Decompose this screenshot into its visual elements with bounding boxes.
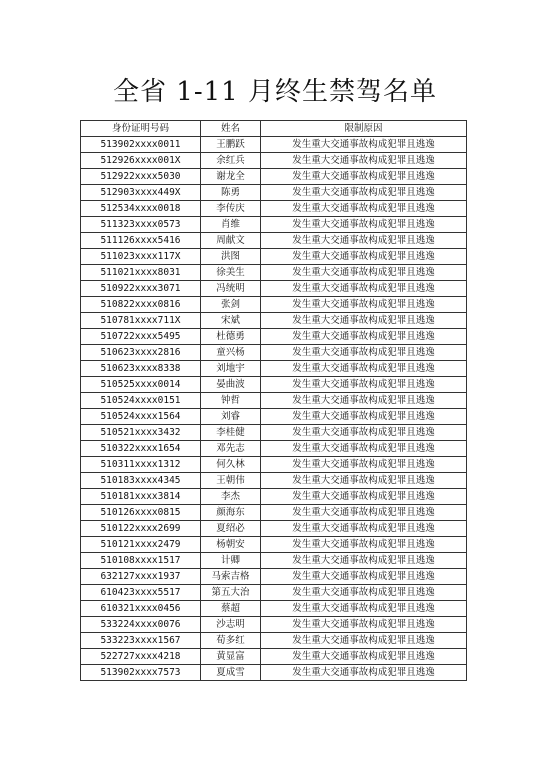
table-row [81,537,467,553]
cell-name: 刘地宇 [201,361,261,377]
cell-reason: 发生重大交通事故构成犯罪且逃逸 [261,601,467,617]
cell-reason: 发生重大交通事故构成犯罪且逃逸 [261,201,467,217]
cell-reason: 发生重大交通事故构成犯罪且逃逸 [261,297,467,313]
cell-reason: 发生重大交通事故构成犯罪且逃逸 [261,345,467,361]
cell-id-number: 510311xxxx1312 [81,457,201,473]
cell-name: 夏成雪 [201,665,261,681]
table-row [81,377,467,393]
cell-reason: 发生重大交通事故构成犯罪且逃逸 [261,489,467,505]
table-row [81,425,467,441]
cell-id-number: 510181xxxx3814 [81,489,201,505]
table-row [81,169,467,185]
cell-id-number: 510122xxxx2699 [81,521,201,537]
table-row [81,617,467,633]
cell-id-number: 510922xxxx3071 [81,281,201,297]
cell-reason: 发生重大交通事故构成犯罪且逃逸 [261,249,467,265]
column-header-id: 身份证明号码 [81,121,201,137]
cell-name: 夏绍必 [201,521,261,537]
cell-id-number: 610423xxxx5517 [81,585,201,601]
cell-reason: 发生重大交通事故构成犯罪且逃逸 [261,585,467,601]
cell-reason: 发生重大交通事故构成犯罪且逃逸 [261,233,467,249]
cell-name: 徐美生 [201,265,261,281]
column-header-reason: 限制原因 [261,121,467,137]
cell-name: 张剑 [201,297,261,313]
cell-name: 杨朝安 [201,537,261,553]
cell-id-number: 510623xxxx2816 [81,345,201,361]
cell-id-number: 533224xxxx0076 [81,617,201,633]
cell-id-number: 510322xxxx1654 [81,441,201,457]
table-row [81,185,467,201]
table-row [81,441,467,457]
cell-name: 周献文 [201,233,261,249]
cell-reason: 发生重大交通事故构成犯罪且逃逸 [261,361,467,377]
table-row [81,665,467,681]
cell-reason: 发生重大交通事故构成犯罪且逃逸 [261,425,467,441]
cell-reason: 发生重大交通事故构成犯罪且逃逸 [261,137,467,153]
table-row [81,265,467,281]
cell-reason: 发生重大交通事故构成犯罪且逃逸 [261,473,467,489]
cell-id-number: 510822xxxx0816 [81,297,201,313]
cell-reason: 发生重大交通事故构成犯罪且逃逸 [261,441,467,457]
cell-reason: 发生重大交通事故构成犯罪且逃逸 [261,217,467,233]
cell-id-number: 510524xxxx0151 [81,393,201,409]
cell-name: 颜海东 [201,505,261,521]
cell-id-number: 610321xxxx0456 [81,601,201,617]
cell-name: 计卿 [201,553,261,569]
cell-name: 蔡超 [201,601,261,617]
cell-id-number: 510722xxxx5495 [81,329,201,345]
cell-reason: 发生重大交通事故构成犯罪且逃逸 [261,153,467,169]
table-row [81,361,467,377]
cell-reason: 发生重大交通事故构成犯罪且逃逸 [261,409,467,425]
cell-id-number: 512922xxxx5030 [81,169,201,185]
cell-reason: 发生重大交通事故构成犯罪且逃逸 [261,281,467,297]
table-body [81,137,467,681]
table-row [81,633,467,649]
cell-name: 何久林 [201,457,261,473]
cell-name: 李桂健 [201,425,261,441]
cell-reason: 发生重大交通事故构成犯罪且逃逸 [261,537,467,553]
cell-name: 谢龙全 [201,169,261,185]
table-row [81,217,467,233]
cell-name: 晏曲波 [201,377,261,393]
cell-name: 宋斌 [201,313,261,329]
cell-id-number: 632127xxxx1937 [81,569,201,585]
cell-reason: 发生重大交通事故构成犯罪且逃逸 [261,265,467,281]
cell-id-number: 513902xxxx0011 [81,137,201,153]
cell-id-number: 510525xxxx0014 [81,377,201,393]
table-row [81,153,467,169]
cell-name: 洪图 [201,249,261,265]
column-header-name: 姓名 [201,121,261,137]
cell-reason: 发生重大交通事故构成犯罪且逃逸 [261,665,467,681]
cell-reason: 发生重大交通事故构成犯罪且逃逸 [261,169,467,185]
table-row [81,249,467,265]
cell-name: 王朝伟 [201,473,261,489]
cell-reason: 发生重大交通事故构成犯罪且逃逸 [261,505,467,521]
cell-id-number: 510521xxxx3432 [81,425,201,441]
table-row [81,505,467,521]
driving-ban-table [80,120,467,681]
table-row [81,393,467,409]
cell-id-number: 510121xxxx2479 [81,537,201,553]
table-row [81,297,467,313]
table-row [81,553,467,569]
cell-reason: 发生重大交通事故构成犯罪且逃逸 [261,377,467,393]
cell-name: 童兴杨 [201,345,261,361]
table-row [81,409,467,425]
cell-id-number: 510524xxxx1564 [81,409,201,425]
cell-reason: 发生重大交通事故构成犯罪且逃逸 [261,329,467,345]
cell-name: 冯统明 [201,281,261,297]
cell-name: 王鹏跃 [201,137,261,153]
cell-id-number: 512903xxxx449X [81,185,201,201]
table-row [81,649,467,665]
cell-name: 钟哲 [201,393,261,409]
cell-id-number: 512534xxxx0018 [81,201,201,217]
cell-id-number: 512926xxxx001X [81,153,201,169]
cell-name: 黄显富 [201,649,261,665]
table-row [81,233,467,249]
table-row [81,201,467,217]
table-row [81,489,467,505]
table-row [81,457,467,473]
cell-id-number: 511323xxxx0573 [81,217,201,233]
table-row [81,585,467,601]
cell-id-number: 510183xxxx4345 [81,473,201,489]
cell-id-number: 533223xxxx1567 [81,633,201,649]
cell-name: 李传庆 [201,201,261,217]
table-row [81,473,467,489]
table-row [81,137,467,153]
cell-id-number: 510126xxxx0815 [81,505,201,521]
cell-reason: 发生重大交通事故构成犯罪且逃逸 [261,521,467,537]
cell-id-number: 513902xxxx7573 [81,665,201,681]
cell-id-number: 511126xxxx5416 [81,233,201,249]
cell-reason: 发生重大交通事故构成犯罪且逃逸 [261,569,467,585]
cell-reason: 发生重大交通事故构成犯罪且逃逸 [261,649,467,665]
cell-reason: 发生重大交通事故构成犯罪且逃逸 [261,633,467,649]
cell-id-number: 510781xxxx711X [81,313,201,329]
cell-name: 李杰 [201,489,261,505]
cell-id-number: 510108xxxx1517 [81,553,201,569]
cell-name: 杜德勇 [201,329,261,345]
table-row [81,313,467,329]
cell-reason: 发生重大交通事故构成犯罪且逃逸 [261,457,467,473]
page-title: 全省 1-11 月终生禁驾名单 [113,77,437,107]
cell-name: 陈勇 [201,185,261,201]
table-row [81,601,467,617]
cell-id-number: 511021xxxx8031 [81,265,201,281]
cell-reason: 发生重大交通事故构成犯罪且逃逸 [261,553,467,569]
cell-reason: 发生重大交通事故构成犯罪且逃逸 [261,185,467,201]
table-row [81,345,467,361]
cell-name: 第五大治 [201,585,261,601]
table-row [81,569,467,585]
table-header-row [81,121,467,137]
cell-name: 荀多红 [201,633,261,649]
table-row [81,281,467,297]
cell-id-number: 522727xxxx4218 [81,649,201,665]
cell-id-number: 510623xxxx8338 [81,361,201,377]
cell-name: 余红兵 [201,153,261,169]
cell-reason: 发生重大交通事故构成犯罪且逃逸 [261,617,467,633]
cell-name: 肖维 [201,217,261,233]
cell-name: 邓先志 [201,441,261,457]
cell-name: 沙志明 [201,617,261,633]
table-row [81,521,467,537]
table-row [81,329,467,345]
cell-reason: 发生重大交通事故构成犯罪且逃逸 [261,313,467,329]
cell-id-number: 511023xxxx117X [81,249,201,265]
cell-name: 刘睿 [201,409,261,425]
cell-reason: 发生重大交通事故构成犯罪且逃逸 [261,393,467,409]
cell-name: 马索吉格 [201,569,261,585]
